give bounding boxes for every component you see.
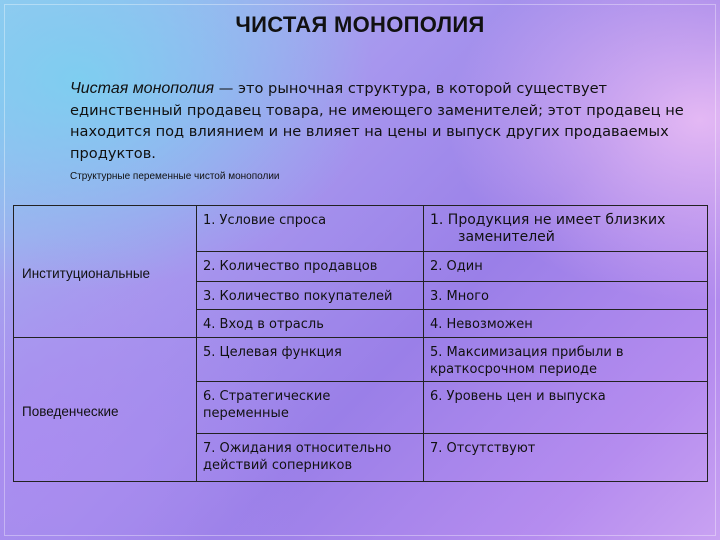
group-institutional: Институциональные (14, 206, 197, 338)
value-cell: 5. Максимизация прибыли в краткосрочном периоде (424, 338, 708, 382)
value-line: 1. Продукция не имеет близких (430, 212, 666, 228)
value-cell (424, 206, 708, 252)
variable-cell: 7. Ожидания относительно действий соперников (197, 434, 424, 482)
variable-cell: 1. Условие спроса (197, 206, 424, 252)
definition-paragraph (70, 78, 700, 164)
definition-term: Чистая монополия (70, 80, 215, 97)
variable-cell: 6. Стратегические переменные (197, 382, 424, 434)
group-behavioral: Поведенческие (14, 338, 197, 482)
structural-variables-table (13, 205, 708, 482)
table-caption: Структурные переменные чистой монополии (70, 171, 280, 182)
value-cell: 7. Отсутствуют (424, 434, 708, 482)
value-cell: 3. Много (424, 282, 708, 310)
page-title: ЧИСТАЯ МОНОПОЛИЯ (235, 12, 485, 37)
table-row (14, 206, 708, 252)
variable-cell: 2. Количество продавцов (197, 252, 424, 282)
definition-text: — это рыночная структура, в которой существует единственный продавец товара, не имеющего заменителей; этот продавец не находится под влиянием и не влияет на цены и выпуск других продаваемых продуктов. (70, 80, 684, 162)
variable-cell: 3. Количество покупателей (197, 282, 424, 310)
value-cell: 6. Уровень цен и выпуска (424, 382, 708, 434)
table-row (14, 338, 708, 382)
value-cell: 2. Один (424, 252, 708, 282)
variable-cell: 5. Целевая функция (197, 338, 424, 382)
variable-cell: 4. Вход в отрасль (197, 310, 424, 338)
value-cell: 4. Невозможен (424, 310, 708, 338)
value-line: заменителей (458, 229, 555, 245)
